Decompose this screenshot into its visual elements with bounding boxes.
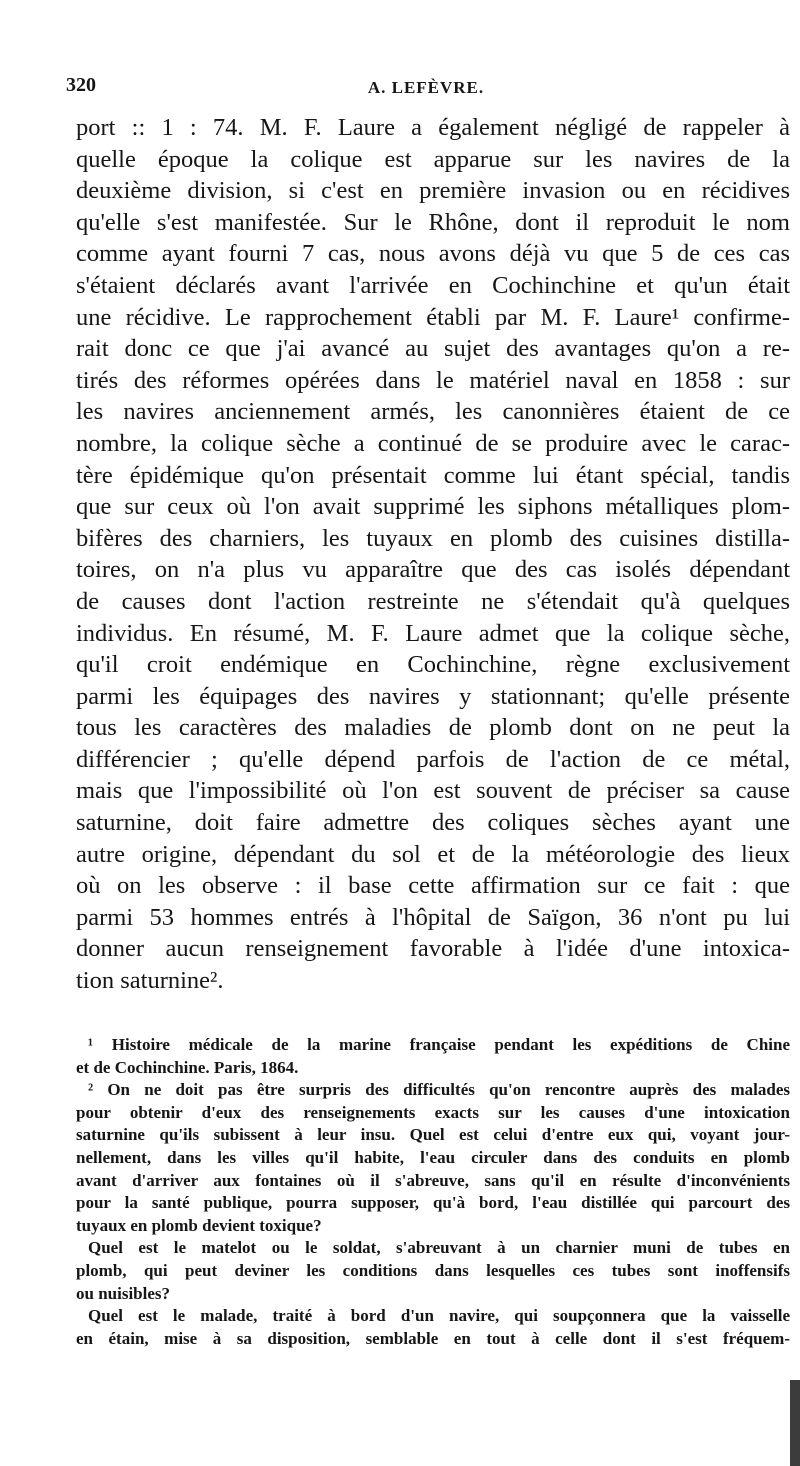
main-text — [76, 112, 790, 997]
footnote-line: ¹ Histoire médicale de la marine française pendant les expéditions de Chine — [88, 1035, 790, 1054]
text-line: tous les caractères des maladies de plomb dont on ne peut la — [76, 714, 790, 742]
text-line: parmi les équipages des navires y stationnant; qu'elle présente — [76, 682, 790, 710]
text-line: toires, on n'a plus vu apparaître que des cas isolés dépendant — [76, 556, 790, 584]
footnotes — [76, 1034, 790, 1350]
footnote-line: ou nuisibles? — [76, 1283, 171, 1303]
text-line: que sur ceux où l'on avait supprimé les siphons métalliques plom- — [76, 493, 790, 521]
text-line: qu'elle s'est manifestée. Sur le Rhône, dont il reproduit le nom — [76, 208, 790, 236]
text-line: nombre, la colique sèche a continué de se produire avec le carac- — [76, 429, 790, 457]
text-line: parmi 53 hommes entrés à l'hôpital de Saïgon, 36 n'ont pu lui — [76, 903, 790, 931]
running-title: A. LEFÈVRE. — [367, 78, 485, 97]
footnote-line: saturnine qu'ils subissent à leur insu. Quel est celui d'entre eux qui, voyant jour- — [76, 1125, 790, 1145]
footnote-line: tuyaux en plomb devient toxique? — [76, 1215, 322, 1235]
footnote-line: en étain, mise à sa disposition, semblable en tout à celle dont il s'est fréquem- — [76, 1328, 790, 1348]
text-line: saturnine, doit faire admettre des coliques sèches ayant une — [76, 809, 790, 837]
footnote-line: avant d'arriver aux fontaines où il s'abreuve, sans qu'il en résulte d'inconvénients — [76, 1170, 790, 1190]
text-line: deuxième division, si c'est en première invasion ou en récidives — [76, 177, 790, 205]
footnote-line: Quel est le malade, traité à bord d'un navire, qui soupçonnera que la vaisselle — [88, 1306, 790, 1326]
text-line: qu'il croit endémique en Cochinchine, règne exclusivement — [76, 651, 790, 679]
text-line: où on les observe : il base cette affirmation sur ce fait : que — [76, 872, 790, 900]
text-line: tère épidémique qu'on présentait comme lui étant spécial, tandis — [76, 461, 790, 489]
scan-edge-shadow — [790, 1380, 800, 1466]
text-line: donner aucun renseignement favorable à l'idée d'une intoxica- — [76, 935, 790, 963]
footnote-line: et de Cochinchine. Paris, 1864. — [76, 1057, 299, 1077]
text-line: une récidive. Le rapprochement établi par M. F. Laure¹ confirme- — [76, 303, 790, 331]
text-line: différencier ; qu'elle dépend parfois de l'action de ce métal, — [76, 745, 790, 773]
footnote-line: nellement, dans les villes qu'il habite, l'eau circuler dans des conduits en plomb — [76, 1147, 790, 1167]
text-line: tion saturnine². — [76, 967, 224, 995]
text-line: de causes dont l'action restreinte ne s'étendait qu'à quelques — [76, 587, 790, 615]
footnote-line: pour obtenir d'eux des renseignements exacts sur les causes d'une intoxication — [76, 1102, 790, 1122]
text-line: comme ayant fourni 7 cas, nous avons déjà vu que 5 de ces cas — [76, 240, 790, 268]
footnote-line: ² On ne doit pas être surpris des difficultés qu'on rencontre auprès des malades — [88, 1080, 790, 1100]
text-line: quelle époque la colique est apparue sur les navires de la — [76, 145, 790, 173]
text-line: mais que l'impossibilité où l'on est souvent de préciser sa cause — [76, 777, 790, 805]
text-line: les navires anciennement armés, les canonnières étaient de ce — [76, 398, 790, 426]
page-header — [66, 74, 786, 102]
text-line: tirés des réformes opérées dans le matériel naval en 1858 : sur — [76, 366, 790, 394]
page-number: 320 — [66, 74, 96, 96]
text-line: autre origine, dépendant du sol et de la météorologie des lieux — [76, 840, 790, 868]
text-line: port :: 1 : 74. M. F. Laure a également négligé de rappeler à — [76, 114, 790, 141]
text-line: bifères des charniers, les tuyaux en plomb des cuisines distilla- — [76, 524, 790, 552]
text-line: rait donc ce que j'ai avancé au sujet des avantages qu'on a re- — [76, 335, 790, 363]
footnote-line: pour la santé publique, pourra supposer, qu'à bord, l'eau distillée qui parcourt des — [76, 1193, 790, 1213]
footnote-line: Quel est le matelot ou le soldat, s'abreuvant à un charnier muni de tubes en — [88, 1238, 790, 1258]
text-line: individus. En résumé, M. F. Laure admet que la colique sèche, — [76, 619, 790, 647]
text-line: s'étaient déclarés avant l'arrivée en Cochinchine et qu'un était — [76, 271, 790, 299]
footnote-line: plomb, qui peut deviner les conditions dans lesquelles ces tubes sont inoffensifs — [76, 1260, 790, 1280]
